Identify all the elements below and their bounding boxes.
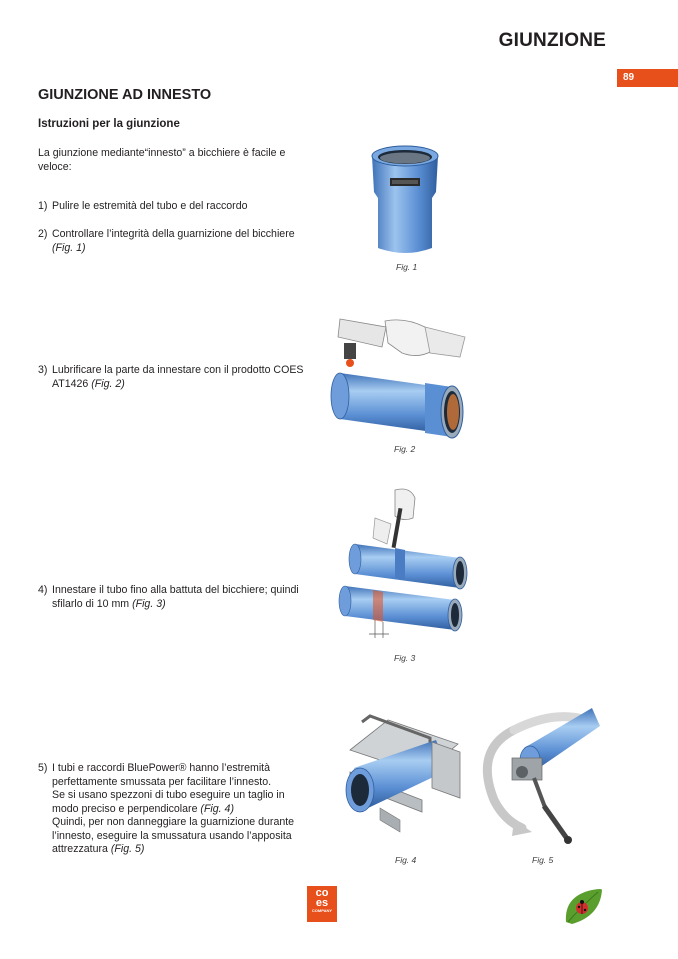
step-4 xyxy=(38,584,299,611)
figure-5-chamfering xyxy=(474,700,604,850)
step-number: 4) xyxy=(38,584,48,596)
step-text: Quindi, per non danneggiare la guarnizione durante xyxy=(52,816,295,828)
figure-1-pipe-fitting xyxy=(360,140,450,260)
figure-2-lubrication xyxy=(330,313,475,438)
intro-line: veloce: xyxy=(38,160,72,173)
step-5 xyxy=(38,762,294,857)
page-title: GIUNZIONE AD INNESTO xyxy=(38,87,212,103)
logo-text: COMPANY xyxy=(311,908,333,913)
coes-logo xyxy=(307,886,337,922)
figure-reference: (Fig. 4) xyxy=(200,802,234,815)
logo-text: es xyxy=(315,897,329,909)
figure-reference: (Fig. 3) xyxy=(132,597,166,610)
logo-text: co xyxy=(315,887,329,899)
step-number: 5) xyxy=(38,762,48,774)
figure-5-caption: Fig. 5 xyxy=(532,855,554,865)
step-text: Pulire le estremità del tubo e del raccordo xyxy=(52,200,248,212)
leaf-ladybug-icon xyxy=(562,886,604,928)
page-subtitle: Istruzioni per la giunzione xyxy=(38,118,180,130)
figure-3-insertion xyxy=(335,488,470,638)
step-3 xyxy=(38,364,303,391)
step-text: AT1426 xyxy=(52,377,89,390)
step-text: Innestare il tubo fino alla battuta del bicchiere; quindi xyxy=(52,584,299,596)
step-text: sfilarlo di 10 mm xyxy=(52,597,130,610)
figure-1-caption: Fig. 1 xyxy=(396,262,418,272)
step-text: l’innesto, eseguire la smussatura usando l’apposita xyxy=(52,829,292,842)
section-title: GIUNZIONE xyxy=(498,30,606,51)
step-2 xyxy=(38,228,295,255)
step-text: I tubi e raccordi BluePower® hanno l’estremità xyxy=(52,762,271,774)
step-text: Se si usano spezzoni di tubo eseguire un taglio in xyxy=(52,789,285,801)
step-text: perfettamente smussata per facilitare l’innesto. xyxy=(52,775,272,788)
figure-2-caption: Fig. 2 xyxy=(394,444,416,454)
step-text: modo preciso e perpendicolare xyxy=(52,802,198,815)
figure-reference: (Fig. 1) xyxy=(52,241,86,254)
figure-3-caption: Fig. 3 xyxy=(394,653,416,663)
page-number-badge: 89 xyxy=(617,69,678,87)
step-text: attrezzatura xyxy=(52,843,108,855)
figure-reference: (Fig. 2) xyxy=(91,377,125,390)
intro-line: La giunzione mediante“innesto” a bicchiere è facile e xyxy=(38,147,286,159)
intro-paragraph xyxy=(38,147,318,174)
step-1 xyxy=(38,200,248,214)
figure-4-caption: Fig. 4 xyxy=(395,855,417,865)
step-text: Lubrificare la parte da innestare con il prodotto COES xyxy=(52,364,304,376)
step-number: 3) xyxy=(38,364,48,376)
figure-reference: (Fig. 5) xyxy=(110,843,145,855)
step-text: Controllare l’integrità della guarnizione del bicchiere xyxy=(52,228,295,240)
step-number: 2) xyxy=(38,228,48,240)
step-number: 1) xyxy=(38,200,48,212)
figure-4-cutting xyxy=(340,712,468,842)
